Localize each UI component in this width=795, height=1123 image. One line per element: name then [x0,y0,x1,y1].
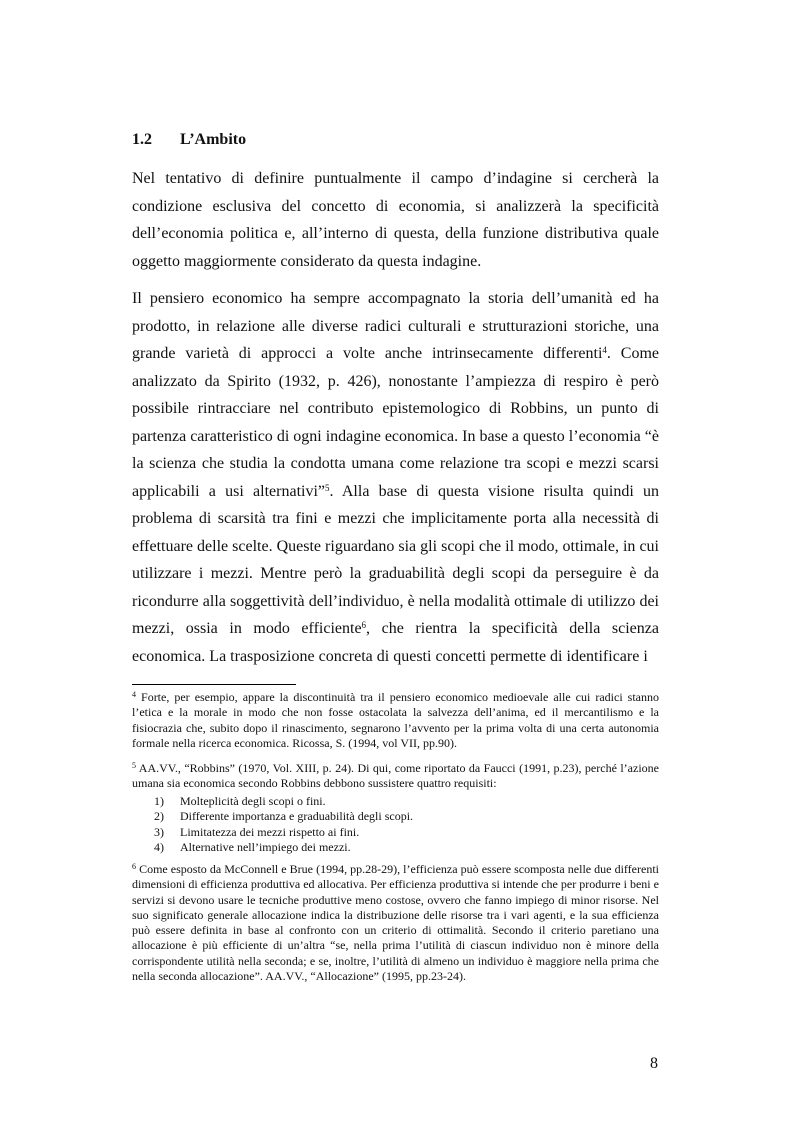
paragraph-2 [132,285,659,670]
list-item-text: Molteplicità degli scopi o fini. [180,794,326,808]
list-item-number: 2) [154,809,164,824]
list-item-text: Limitatezza dei mezzi rispetto ai fini. [180,824,360,839]
footnote-5-number: 5 [132,761,136,770]
footnote-5 [132,761,659,792]
footnote-4-text: Forte, per esempio, appare la discontinuità tra il pensiero economico medioevale alle cui radici stanno l’etica e la morale in modo che non fosse ostacolata la salvezza dell’anima, ed il mercantilismo e la fisiocrazia che, subito dopo il rinascimento, segnarono l’avvento per la prima volta di una certa autonomia formale nella ricerca economica. Ricossa, S. (1994, vol VII, pp.90). [132,690,660,750]
list-item-number: 1) [154,794,164,808]
paragraph-2-seg2: . Come analizzato da Spirito (1932, p. 426), nonostante l’ampiezza di respiro è però possibile rintracciare nel contributo epistemologico di Robbins, un punto di partenza caratteristico di ogni indagine economica. In base a questo l’economia “è la scienza che studia la condotta umana come relazione tra scopi e mezzi scarsi applicabili a usi alternativi” [132,345,660,500]
paragraph-1: Nel tentativo di definire puntualmente il campo d’indagine si cercherà la condizione esclusiva del concetto di economia, si analizzerà la specificità dell’economia politica e, all’interno di questa, della funzione distributiva quale oggetto maggiormente considerato da questa indagine. [132,170,659,270]
list-item [132,825,413,840]
footnote-4 [132,690,659,751]
footnote-ref-4[interactable]: 4 [602,345,607,355]
footnote-4-number: 4 [132,690,136,699]
footnote-6-number: 6 [132,862,136,871]
footnote-6-text: Come esposto da McConnell e Brue (1994, pp.28-29), l’efficienza può essere scomposta nelle due differenti dimensioni di efficienza produttiva ed allocativa. Per efficienza produttiva si intende che per produrre i beni e servizi si devono usare le tecniche produttive meno costose, ovvero che fanno impiego di minor risorse. Nel suo significato generale allocazione indica la distribuzione delle risorse tra i vari agenti, e la sua efficienza può essere definita in base al confronto con un criterio di ottimalità. Secondo il criterio paretiano una allocazione è più efficiente di un’altra “se, nella prima l’utilità di ciascun individuo non è minore della corrispondente utilità nella seconda; e se, inoltre, l’utilità di almeno un individuo è maggiore nella prima che nella seconda allocazione”. AA.VV., “Allocazione” (1995, pp.23-24). [132,862,659,984]
list-item [132,809,413,824]
paragraph-2-seg3: . Alla base di questa visione risulta quindi un problema di scarsità tra fini e mezzi che implicitamente porta alla necessità di effettuare delle scelte. Queste riguardano sia gli scopi che il modo, ottimale, in cui utilizzare i mezzi. Mentre però la graduabilità degli scopi da perseguire è da ricondurre alla soggettività dell’individuo, è nella modalità ottimale di utilizzo dei mezzi, ossia in modo efficiente [132,482,660,637]
list-item-number: 4) [154,839,164,854]
footnote-5-text: AA.VV., “Robbins” (1970, Vol. XIII, p. 24). Di qui, come riportato da Faucci (1991, p.23), perché l’azione umana sia economica secondo Robbins debbono sussistere quattro requisiti: [132,761,659,791]
footnote-5-list [132,794,413,855]
list-item-text: Alternative nell’impiego dei mezzi. [180,839,351,854]
list-item [132,794,413,809]
list-item-number: 3) [154,824,164,839]
footnote-6 [132,862,659,984]
paragraph-2-seg4: , che rientra la specificità della scienza economica. La trasposizione concreta di questi concetti permette di identificare i [132,620,659,665]
list-item-text: Differente importanza e graduabilità degli scopi. [180,809,414,824]
footnote-ref-6[interactable]: 6 [361,620,367,630]
footnote-separator [132,684,296,685]
section-number: 1.2 [132,131,152,148]
footnote-ref-5[interactable]: 5 [325,482,330,493]
section-heading [132,131,246,149]
list-item [132,840,413,855]
page-number: 8 [650,1055,658,1072]
section-title: L’Ambito [180,131,247,148]
paragraph-2-seg1: Il pensiero economico ha sempre accompagnato la storia dell’umanità ed ha prodotto, in relazione alle diverse radici culturali e strutturazioni storiche, una grande varietà di approcci a volte anche intrinsecamente differenti [132,290,659,362]
